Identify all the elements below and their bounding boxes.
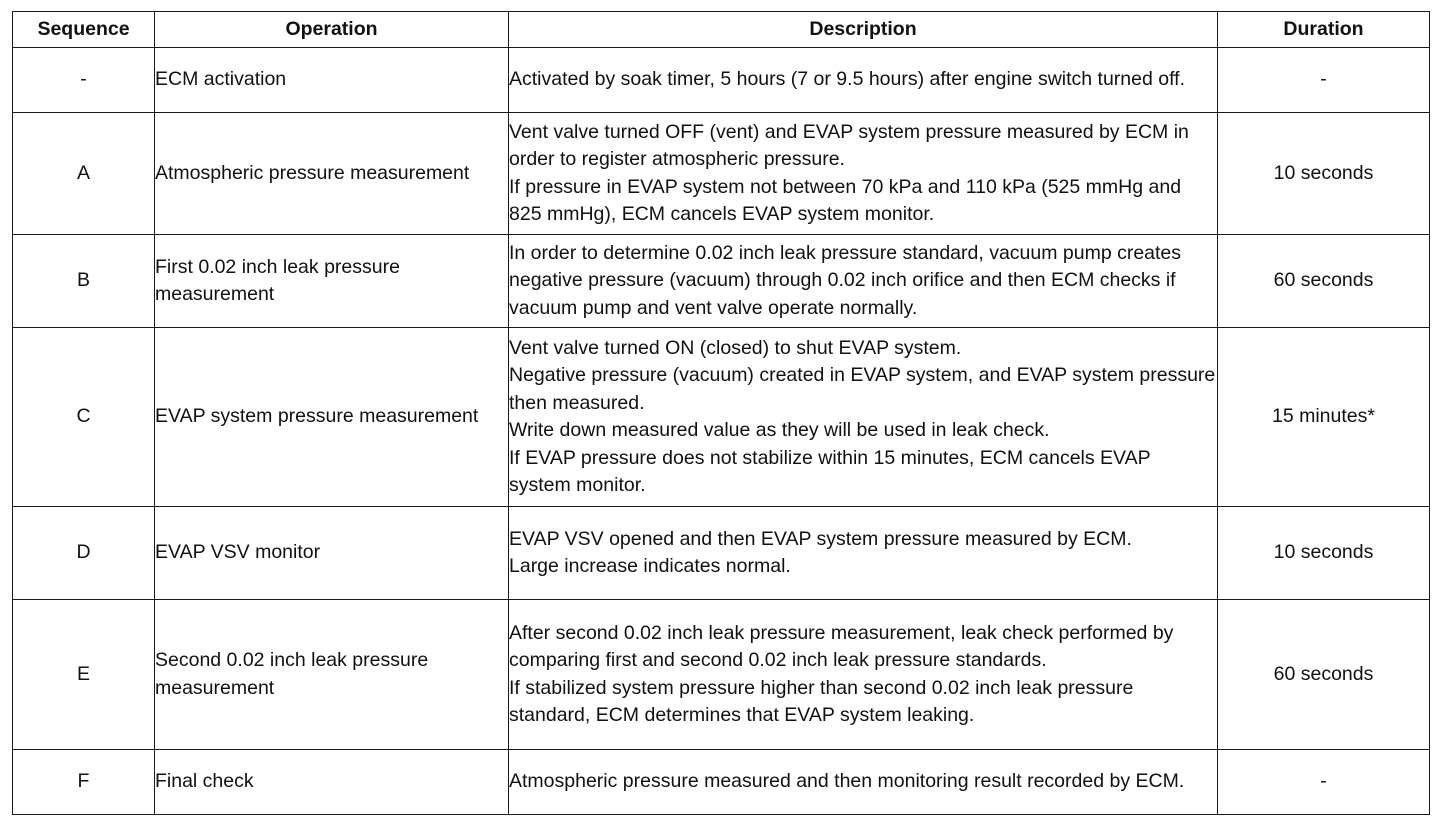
sequence-cell: D <box>13 507 155 600</box>
description-line: Activated by soak timer, 5 hours (7 or 9.5 hours) after engine switch turned off. <box>509 68 1185 91</box>
description-cell <box>509 48 1218 113</box>
description-cell <box>509 328 1218 507</box>
duration-cell: - <box>1218 48 1430 113</box>
operation-cell: Atmospheric pressure measurement <box>155 113 509 235</box>
description-cell <box>509 750 1218 815</box>
description-cell <box>509 600 1218 750</box>
description-line: Atmospheric pressure measured and then monitoring result recorded by ECM. <box>509 770 1185 793</box>
operation-cell: Second 0.02 inch leak pressure measurement <box>155 600 509 750</box>
duration-cell: 15 minutes* <box>1218 328 1430 507</box>
description-line: Large increase indicates normal. <box>509 555 791 577</box>
header-duration: Duration <box>1218 12 1430 48</box>
table-row <box>13 235 1430 328</box>
sequence-cell: B <box>13 235 155 328</box>
header-description: Description <box>509 12 1218 48</box>
description-cell <box>509 113 1218 235</box>
table-header-row <box>13 12 1430 48</box>
description-line: Write down measured value as they will be used in leak check. <box>509 419 1050 441</box>
description-line: If EVAP pressure does not stabilize within 15 minutes, ECM cancels EVAP system monitor. <box>509 446 1151 496</box>
description-line: Negative pressure (vacuum) created in EVAP system, and EVAP system pressure then measured. <box>509 364 1216 414</box>
duration-cell: 60 seconds <box>1218 600 1430 750</box>
table-row <box>13 113 1430 235</box>
description-cell <box>509 507 1218 600</box>
table-row <box>13 507 1430 600</box>
sequence-cell: A <box>13 113 155 235</box>
table-row <box>13 328 1430 507</box>
operation-cell: EVAP VSV monitor <box>155 507 509 600</box>
operation-cell: EVAP system pressure measurement <box>155 328 509 507</box>
description-line: After second 0.02 inch leak pressure measurement, leak check performed by comparing first and second 0.02 inch leak pressure standards. <box>509 621 1174 671</box>
description-line: Vent valve turned OFF (vent) and EVAP system pressure measured by ECM in order to register atmospheric pressure. <box>509 120 1189 170</box>
sequence-cell: E <box>13 600 155 750</box>
evap-monitor-sequence-table <box>12 11 1430 815</box>
operation-cell: First 0.02 inch leak pressure measurement <box>155 235 509 328</box>
description-line: EVAP VSV opened and then EVAP system pressure measured by ECM. <box>509 527 1132 550</box>
sequence-cell: - <box>13 48 155 113</box>
duration-cell: 10 seconds <box>1218 113 1430 235</box>
description-line: Vent valve turned ON (closed) to shut EVAP system. <box>509 336 962 359</box>
table-row <box>13 750 1430 815</box>
sequence-cell: F <box>13 750 155 815</box>
operation-cell: ECM activation <box>155 48 509 113</box>
table-row <box>13 48 1430 113</box>
table-row <box>13 600 1430 750</box>
header-sequence: Sequence <box>13 12 155 48</box>
duration-cell: 60 seconds <box>1218 235 1430 328</box>
description-line: If stabilized system pressure higher than second 0.02 inch leak pressure standard, ECM determines that EVAP system leaking. <box>509 676 1134 726</box>
description-cell <box>509 235 1218 328</box>
description-line: In order to determine 0.02 inch leak pressure standard, vacuum pump creates negative pressure (vacuum) through 0.02 inch orifice and then ECM checks if vacuum pump and vent valve operate normally. <box>509 241 1182 319</box>
duration-cell: - <box>1218 750 1430 815</box>
header-operation: Operation <box>155 12 509 48</box>
operation-cell: Final check <box>155 750 509 815</box>
duration-cell: 10 seconds <box>1218 507 1430 600</box>
description-line: If pressure in EVAP system not between 70 kPa and 110 kPa (525 mmHg and 825 mmHg), ECM cancels EVAP system monitor. <box>509 175 1182 225</box>
sequence-cell: C <box>13 328 155 507</box>
